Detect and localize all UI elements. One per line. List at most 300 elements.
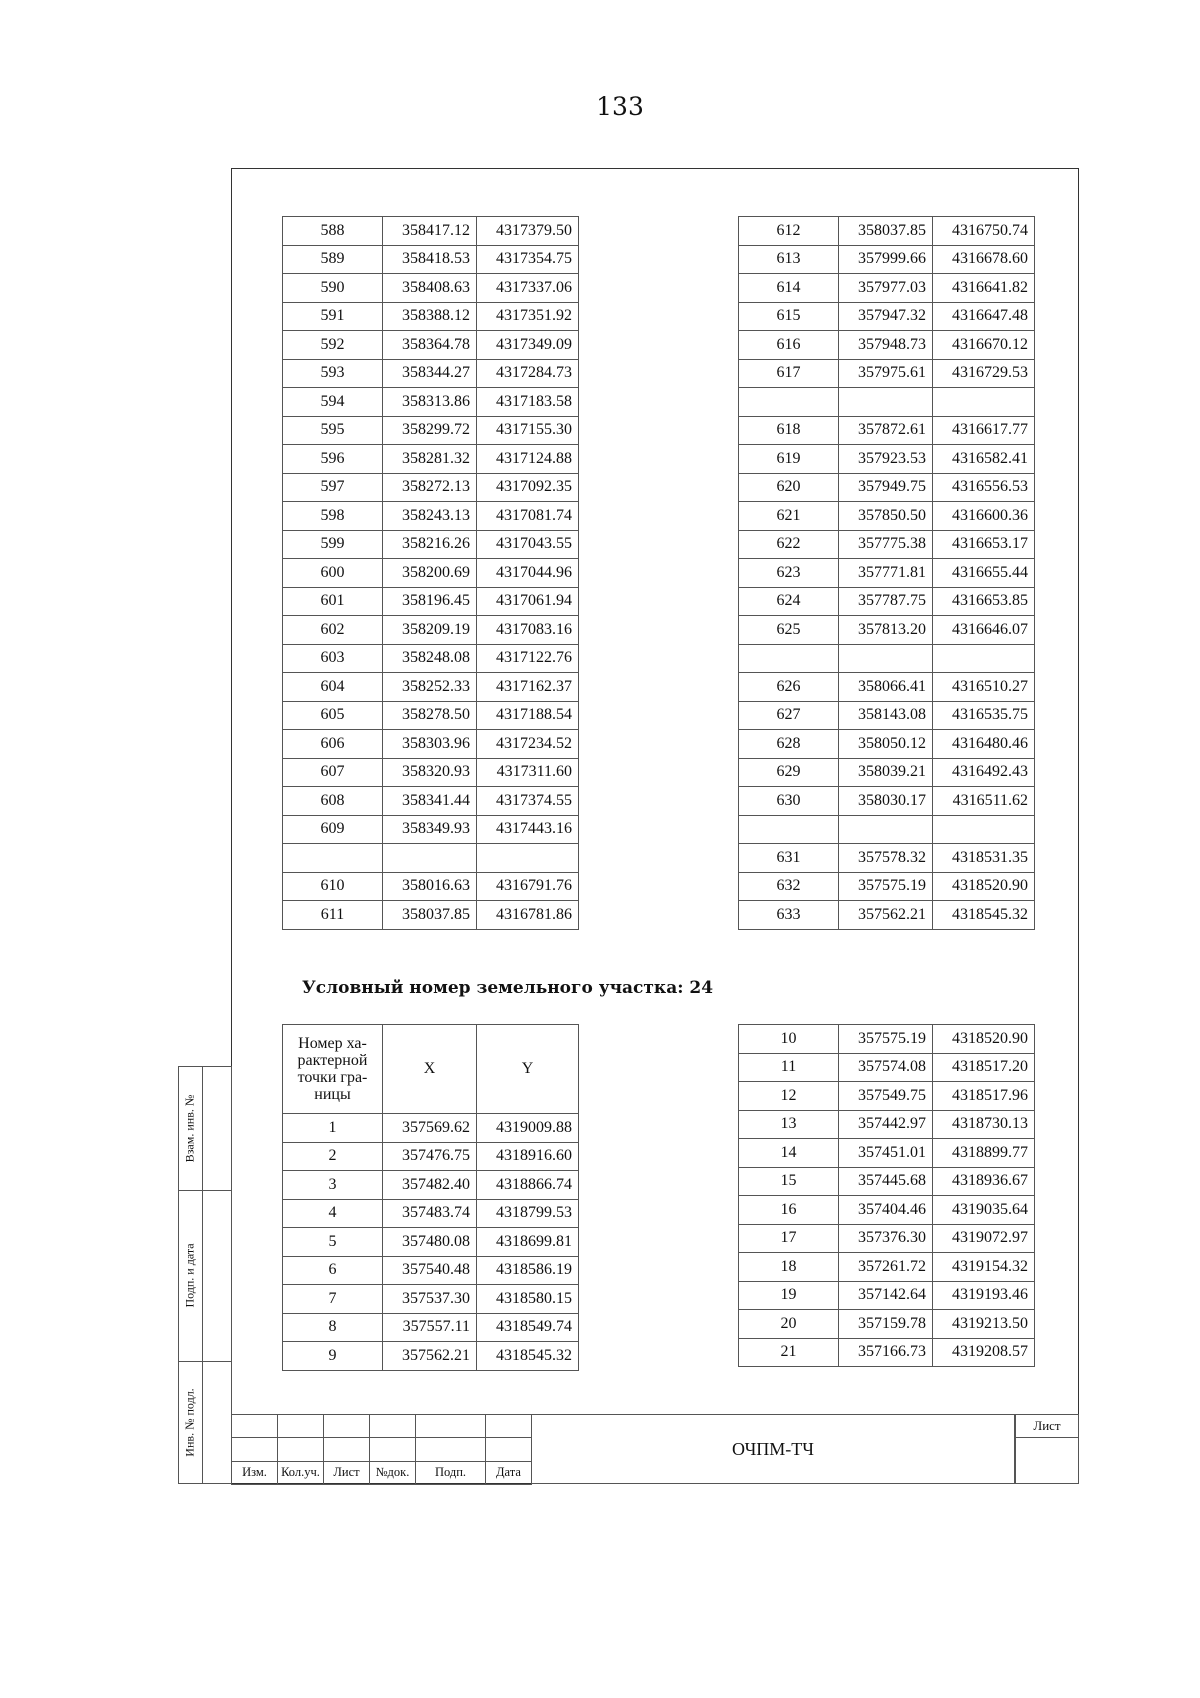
- table-row: [283, 1228, 579, 1257]
- point-number-cell: 617: [739, 359, 839, 388]
- table-row: [739, 302, 1035, 331]
- point-number-cell: 601: [283, 587, 383, 616]
- y-coordinate-cell: 4318799.53: [477, 1199, 579, 1228]
- y-coordinate-cell: 4316600.36: [933, 502, 1035, 531]
- point-number-cell: 2: [283, 1142, 383, 1171]
- y-coordinate-cell: [933, 644, 1035, 673]
- table-row: [739, 815, 1035, 844]
- y-coordinate-cell: 4317351.92: [477, 302, 579, 331]
- table-row: [739, 502, 1035, 531]
- y-coordinate-cell: 4317081.74: [477, 502, 579, 531]
- header-point-number: Номер ха- рактерной точки гра- ницы: [283, 1025, 383, 1114]
- y-coordinate-cell: 4319035.64: [933, 1196, 1035, 1225]
- point-number-cell: 13: [739, 1110, 839, 1139]
- table-row: [739, 872, 1035, 901]
- table-row: [283, 416, 579, 445]
- point-number-cell: 14: [739, 1139, 839, 1168]
- x-coordinate-cell: 357166.73: [839, 1338, 933, 1367]
- table-row: [283, 274, 579, 303]
- table-row: [283, 673, 579, 702]
- coordinates-table-top-right: [738, 216, 1035, 930]
- table-row: [283, 473, 579, 502]
- table-row: [739, 445, 1035, 474]
- x-coordinate-cell: 357476.75: [383, 1142, 477, 1171]
- x-coordinate-cell: 357142.64: [839, 1281, 933, 1310]
- x-coordinate-cell: [839, 388, 933, 417]
- table-row: [739, 587, 1035, 616]
- point-number-cell: 10: [739, 1025, 839, 1054]
- y-coordinate-cell: 4317349.09: [477, 331, 579, 360]
- x-coordinate-cell: 357445.68: [839, 1167, 933, 1196]
- table-row: [283, 758, 579, 787]
- y-coordinate-cell: 4316647.48: [933, 302, 1035, 331]
- point-number-cell: 596: [283, 445, 383, 474]
- table-row: [739, 1110, 1035, 1139]
- y-coordinate-cell: 4316511.62: [933, 787, 1035, 816]
- table-row: [283, 331, 579, 360]
- y-coordinate-cell: 4316655.44: [933, 559, 1035, 588]
- table-row: [283, 701, 579, 730]
- x-coordinate-cell: 357549.75: [839, 1082, 933, 1111]
- x-coordinate-cell: 357537.30: [383, 1285, 477, 1314]
- point-number-cell: 627: [739, 701, 839, 730]
- y-coordinate-cell: 4316556.53: [933, 473, 1035, 502]
- point-number-cell: 7: [283, 1285, 383, 1314]
- point-number-cell: 606: [283, 730, 383, 759]
- y-coordinate-cell: 4317188.54: [477, 701, 579, 730]
- y-coordinate-cell: 4316750.74: [933, 217, 1035, 246]
- point-number-cell: 594: [283, 388, 383, 417]
- y-coordinate-cell: 4317122.76: [477, 644, 579, 673]
- x-coordinate-cell: 358016.63: [383, 872, 477, 901]
- y-coordinate-cell: 4316646.07: [933, 616, 1035, 645]
- y-coordinate-cell: 4317043.55: [477, 530, 579, 559]
- point-number-cell: 3: [283, 1171, 383, 1200]
- point-number-cell: [739, 388, 839, 417]
- y-coordinate-cell: 4316781.86: [477, 901, 579, 930]
- x-coordinate-cell: 357850.50: [839, 502, 933, 531]
- point-number-cell: 591: [283, 302, 383, 331]
- x-coordinate-cell: [383, 844, 477, 873]
- x-coordinate-cell: 357578.32: [839, 844, 933, 873]
- point-number-cell: 15: [739, 1167, 839, 1196]
- x-coordinate-cell: 358050.12: [839, 730, 933, 759]
- x-coordinate-cell: 357813.20: [839, 616, 933, 645]
- x-coordinate-cell: 358388.12: [383, 302, 477, 331]
- table-row: [283, 901, 579, 930]
- x-coordinate-cell: 358030.17: [839, 787, 933, 816]
- x-coordinate-cell: [839, 815, 933, 844]
- point-number-cell: 609: [283, 815, 383, 844]
- table-row: [739, 730, 1035, 759]
- y-coordinate-cell: 4317083.16: [477, 616, 579, 645]
- y-coordinate-cell: 4317354.75: [477, 245, 579, 274]
- point-number-cell: 605: [283, 701, 383, 730]
- x-coordinate-cell: 357948.73: [839, 331, 933, 360]
- point-number-cell: 593: [283, 359, 383, 388]
- coordinates-table-top-left: [282, 216, 579, 930]
- point-number-cell: 619: [739, 445, 839, 474]
- x-coordinate-cell: 358272.13: [383, 473, 477, 502]
- x-coordinate-cell: 357376.30: [839, 1224, 933, 1253]
- table-row: [283, 302, 579, 331]
- y-coordinate-cell: 4317124.88: [477, 445, 579, 474]
- y-coordinate-cell: 4318545.32: [477, 1342, 579, 1371]
- table-row: [283, 445, 579, 474]
- point-number-cell: 600: [283, 559, 383, 588]
- y-coordinate-cell: 4318699.81: [477, 1228, 579, 1257]
- y-coordinate-cell: 4317044.96: [477, 559, 579, 588]
- table-row: [739, 1025, 1035, 1054]
- x-coordinate-cell: 357442.97: [839, 1110, 933, 1139]
- y-coordinate-cell: 4319208.57: [933, 1338, 1035, 1367]
- point-number-cell: 597: [283, 473, 383, 502]
- table-row: [739, 274, 1035, 303]
- table-row: [283, 1285, 579, 1314]
- x-coordinate-cell: 357999.66: [839, 245, 933, 274]
- y-coordinate-cell: 4316653.85: [933, 587, 1035, 616]
- point-number-cell: 5: [283, 1228, 383, 1257]
- point-number-cell: 625: [739, 616, 839, 645]
- point-number-cell: 618: [739, 416, 839, 445]
- y-coordinate-cell: 4316670.12: [933, 331, 1035, 360]
- table-row: [283, 1342, 579, 1371]
- point-number-cell: 602: [283, 616, 383, 645]
- point-number-cell: 12: [739, 1082, 839, 1111]
- table-row: [283, 787, 579, 816]
- section-title: Условный номер земельного участка: 24: [302, 978, 714, 998]
- x-coordinate-cell: 358281.32: [383, 445, 477, 474]
- x-coordinate-cell: 358320.93: [383, 758, 477, 787]
- point-number-cell: 599: [283, 530, 383, 559]
- point-number-cell: 631: [739, 844, 839, 873]
- point-number-cell: 8: [283, 1313, 383, 1342]
- table-row: [283, 1313, 579, 1342]
- y-coordinate-cell: 4317234.52: [477, 730, 579, 759]
- point-number-cell: [283, 844, 383, 873]
- coordinates-table-bottom-left: [282, 1024, 579, 1371]
- header-y: Y: [477, 1025, 579, 1114]
- table-row: [283, 844, 579, 873]
- x-coordinate-cell: 358196.45: [383, 587, 477, 616]
- y-coordinate-cell: 4318549.74: [477, 1313, 579, 1342]
- table-row: [739, 1338, 1035, 1367]
- table-row: [739, 217, 1035, 246]
- y-coordinate-cell: 4318517.20: [933, 1053, 1035, 1082]
- point-number-cell: 628: [739, 730, 839, 759]
- y-coordinate-cell: 4316791.76: [477, 872, 579, 901]
- x-coordinate-cell: 357771.81: [839, 559, 933, 588]
- point-number-cell: 598: [283, 502, 383, 531]
- table-row: [283, 217, 579, 246]
- x-coordinate-cell: 357404.46: [839, 1196, 933, 1225]
- x-coordinate-cell: 357482.40: [383, 1171, 477, 1200]
- x-coordinate-cell: 357787.75: [839, 587, 933, 616]
- point-number-cell: 616: [739, 331, 839, 360]
- y-coordinate-cell: [933, 388, 1035, 417]
- x-coordinate-cell: 358037.85: [383, 901, 477, 930]
- table-row: [739, 245, 1035, 274]
- table-row: [739, 901, 1035, 930]
- table-row: [283, 587, 579, 616]
- y-coordinate-cell: 4317337.06: [477, 274, 579, 303]
- point-number-cell: 632: [739, 872, 839, 901]
- x-coordinate-cell: 358303.96: [383, 730, 477, 759]
- y-coordinate-cell: 4319072.97: [933, 1224, 1035, 1253]
- y-coordinate-cell: 4318531.35: [933, 844, 1035, 873]
- table-row: [283, 245, 579, 274]
- x-coordinate-cell: 358418.53: [383, 245, 477, 274]
- x-coordinate-cell: 358066.41: [839, 673, 933, 702]
- x-coordinate-cell: 358408.63: [383, 274, 477, 303]
- x-coordinate-cell: 357557.11: [383, 1313, 477, 1342]
- point-number-cell: 608: [283, 787, 383, 816]
- y-coordinate-cell: 4316653.17: [933, 530, 1035, 559]
- point-number-cell: 17: [739, 1224, 839, 1253]
- document-code: ОЧПМ-ТЧ: [531, 1414, 1015, 1484]
- point-number-cell: 588: [283, 217, 383, 246]
- x-coordinate-cell: 358143.08: [839, 701, 933, 730]
- table-row: [739, 530, 1035, 559]
- point-number-cell: 11: [739, 1053, 839, 1082]
- table-row: [739, 673, 1035, 702]
- table-row: [283, 1142, 579, 1171]
- table-row: [739, 1082, 1035, 1111]
- x-coordinate-cell: 357159.78: [839, 1310, 933, 1339]
- y-coordinate-cell: 4316729.53: [933, 359, 1035, 388]
- table-row: [283, 815, 579, 844]
- table-row: [739, 616, 1035, 645]
- table-row: [283, 359, 579, 388]
- point-number-cell: 589: [283, 245, 383, 274]
- table-row: [283, 502, 579, 531]
- point-number-cell: 603: [283, 644, 383, 673]
- point-number-cell: 4: [283, 1199, 383, 1228]
- x-coordinate-cell: [839, 644, 933, 673]
- point-number-cell: 620: [739, 473, 839, 502]
- point-number-cell: 621: [739, 502, 839, 531]
- table-row: [739, 359, 1035, 388]
- point-number-cell: 590: [283, 274, 383, 303]
- stamp-label-replacement-inventory: Взам. инв. №: [182, 1094, 197, 1162]
- title-block-column-label: Изм.: [232, 1461, 278, 1484]
- x-coordinate-cell: 358313.86: [383, 388, 477, 417]
- point-number-cell: 626: [739, 673, 839, 702]
- y-coordinate-cell: 4318899.77: [933, 1139, 1035, 1168]
- y-coordinate-cell: 4318730.13: [933, 1110, 1035, 1139]
- y-coordinate-cell: 4319213.50: [933, 1310, 1035, 1339]
- y-coordinate-cell: 4317155.30: [477, 416, 579, 445]
- y-coordinate-cell: 4318866.74: [477, 1171, 579, 1200]
- x-coordinate-cell: 358248.08: [383, 644, 477, 673]
- table-row: [283, 530, 579, 559]
- point-number-cell: 6: [283, 1256, 383, 1285]
- y-coordinate-cell: 4317379.50: [477, 217, 579, 246]
- point-number-cell: 615: [739, 302, 839, 331]
- x-coordinate-cell: 357947.32: [839, 302, 933, 331]
- x-coordinate-cell: 358417.12: [383, 217, 477, 246]
- x-coordinate-cell: 357775.38: [839, 530, 933, 559]
- y-coordinate-cell: 4316582.41: [933, 445, 1035, 474]
- table-row: [739, 416, 1035, 445]
- y-coordinate-cell: 4317284.73: [477, 359, 579, 388]
- y-coordinate-cell: [477, 844, 579, 873]
- point-number-cell: 595: [283, 416, 383, 445]
- table-row: [739, 787, 1035, 816]
- x-coordinate-cell: 357569.62: [383, 1114, 477, 1143]
- x-coordinate-cell: 358252.33: [383, 673, 477, 702]
- point-number-cell: 622: [739, 530, 839, 559]
- y-coordinate-cell: 4318916.60: [477, 1142, 579, 1171]
- table-row: [283, 559, 579, 588]
- point-number-cell: 624: [739, 587, 839, 616]
- y-coordinate-cell: 4317311.60: [477, 758, 579, 787]
- coordinates-table-bottom-right: [738, 1024, 1035, 1367]
- y-coordinate-cell: 4319154.32: [933, 1253, 1035, 1282]
- point-number-cell: 630: [739, 787, 839, 816]
- point-number-cell: 607: [283, 758, 383, 787]
- table-row: [739, 1196, 1035, 1225]
- x-coordinate-cell: 357923.53: [839, 445, 933, 474]
- point-number-cell: [739, 644, 839, 673]
- x-coordinate-cell: 358209.19: [383, 616, 477, 645]
- x-coordinate-cell: 357261.72: [839, 1253, 933, 1282]
- sheet-label: Лист: [1016, 1415, 1078, 1438]
- table-row: [739, 388, 1035, 417]
- y-coordinate-cell: 4317092.35: [477, 473, 579, 502]
- x-coordinate-cell: 358344.27: [383, 359, 477, 388]
- table-row: [283, 644, 579, 673]
- table-row: [283, 1256, 579, 1285]
- x-coordinate-cell: 357872.61: [839, 416, 933, 445]
- table-row: [739, 1167, 1035, 1196]
- x-coordinate-cell: 357575.19: [839, 1025, 933, 1054]
- x-coordinate-cell: 357977.03: [839, 274, 933, 303]
- x-coordinate-cell: 357574.08: [839, 1053, 933, 1082]
- table-row: [739, 1281, 1035, 1310]
- y-coordinate-cell: 4318580.15: [477, 1285, 579, 1314]
- table-row: [739, 1053, 1035, 1082]
- title-block-column-label: №док.: [370, 1461, 416, 1484]
- table-row: [283, 616, 579, 645]
- y-coordinate-cell: 4317443.16: [477, 815, 579, 844]
- x-coordinate-cell: 358243.13: [383, 502, 477, 531]
- title-block-column-label: Лист: [324, 1461, 370, 1484]
- y-coordinate-cell: 4319009.88: [477, 1114, 579, 1143]
- table-row: [283, 388, 579, 417]
- point-number-cell: 610: [283, 872, 383, 901]
- y-coordinate-cell: 4316678.60: [933, 245, 1035, 274]
- x-coordinate-cell: 357480.08: [383, 1228, 477, 1257]
- point-number-cell: 1: [283, 1114, 383, 1143]
- x-coordinate-cell: 358216.26: [383, 530, 477, 559]
- table-row: [739, 644, 1035, 673]
- table-row: [739, 1224, 1035, 1253]
- y-coordinate-cell: 4318517.96: [933, 1082, 1035, 1111]
- header-x: X: [383, 1025, 477, 1114]
- x-coordinate-cell: 357575.19: [839, 872, 933, 901]
- point-number-cell: 633: [739, 901, 839, 930]
- x-coordinate-cell: 357483.74: [383, 1199, 477, 1228]
- x-coordinate-cell: 358039.21: [839, 758, 933, 787]
- y-coordinate-cell: 4316480.46: [933, 730, 1035, 759]
- x-coordinate-cell: 358037.85: [839, 217, 933, 246]
- point-number-cell: 611: [283, 901, 383, 930]
- point-number-cell: 18: [739, 1253, 839, 1282]
- table-row: [739, 1139, 1035, 1168]
- table-row: [739, 473, 1035, 502]
- title-block-column-label: Кол.уч.: [278, 1461, 324, 1484]
- point-number-cell: 16: [739, 1196, 839, 1225]
- y-coordinate-cell: 4316492.43: [933, 758, 1035, 787]
- x-coordinate-cell: 357451.01: [839, 1139, 933, 1168]
- point-number-cell: 612: [739, 217, 839, 246]
- table-row: [283, 730, 579, 759]
- x-coordinate-cell: 357562.21: [383, 1342, 477, 1371]
- stamp-label-signature-date: Подп. и дата: [182, 1243, 197, 1308]
- stamp-label-original-inventory: Инв. № подл.: [182, 1388, 197, 1457]
- x-coordinate-cell: 357949.75: [839, 473, 933, 502]
- table-row: [739, 758, 1035, 787]
- y-coordinate-cell: 4317061.94: [477, 587, 579, 616]
- x-coordinate-cell: 357562.21: [839, 901, 933, 930]
- y-coordinate-cell: 4318545.32: [933, 901, 1035, 930]
- table-row: [739, 559, 1035, 588]
- point-number-cell: 9: [283, 1342, 383, 1371]
- y-coordinate-cell: 4316641.82: [933, 274, 1035, 303]
- x-coordinate-cell: 358299.72: [383, 416, 477, 445]
- point-number-cell: 21: [739, 1338, 839, 1367]
- table-row: [739, 331, 1035, 360]
- point-number-cell: 614: [739, 274, 839, 303]
- point-number-cell: 629: [739, 758, 839, 787]
- title-block: [231, 1414, 1079, 1484]
- y-coordinate-cell: 4318586.19: [477, 1256, 579, 1285]
- y-coordinate-cell: 4317183.58: [477, 388, 579, 417]
- table-row: [283, 1114, 579, 1143]
- point-number-cell: 604: [283, 673, 383, 702]
- page-number: 133: [596, 92, 644, 121]
- point-number-cell: 592: [283, 331, 383, 360]
- point-number-cell: [739, 815, 839, 844]
- y-coordinate-cell: 4318520.90: [933, 872, 1035, 901]
- x-coordinate-cell: 358278.50: [383, 701, 477, 730]
- sheet-cell: [1015, 1414, 1079, 1484]
- y-coordinate-cell: 4316510.27: [933, 673, 1035, 702]
- y-coordinate-cell: 4316535.75: [933, 701, 1035, 730]
- title-block-column-label: Подп.: [416, 1461, 486, 1484]
- y-coordinate-cell: 4317374.55: [477, 787, 579, 816]
- x-coordinate-cell: 358349.93: [383, 815, 477, 844]
- point-number-cell: 20: [739, 1310, 839, 1339]
- side-stamp-strip: [178, 1066, 232, 1484]
- title-block-revision-grid: [231, 1414, 532, 1485]
- table-row: [283, 1199, 579, 1228]
- table-row: [739, 1310, 1035, 1339]
- y-coordinate-cell: 4318936.67: [933, 1167, 1035, 1196]
- table-row: [739, 844, 1035, 873]
- y-coordinate-cell: 4317162.37: [477, 673, 579, 702]
- y-coordinate-cell: 4316617.77: [933, 416, 1035, 445]
- x-coordinate-cell: 358200.69: [383, 559, 477, 588]
- x-coordinate-cell: 358341.44: [383, 787, 477, 816]
- x-coordinate-cell: 357975.61: [839, 359, 933, 388]
- point-number-cell: 623: [739, 559, 839, 588]
- table-row: [739, 1253, 1035, 1282]
- title-block-column-label: Дата: [486, 1461, 532, 1484]
- y-coordinate-cell: 4319193.46: [933, 1281, 1035, 1310]
- x-coordinate-cell: 357540.48: [383, 1256, 477, 1285]
